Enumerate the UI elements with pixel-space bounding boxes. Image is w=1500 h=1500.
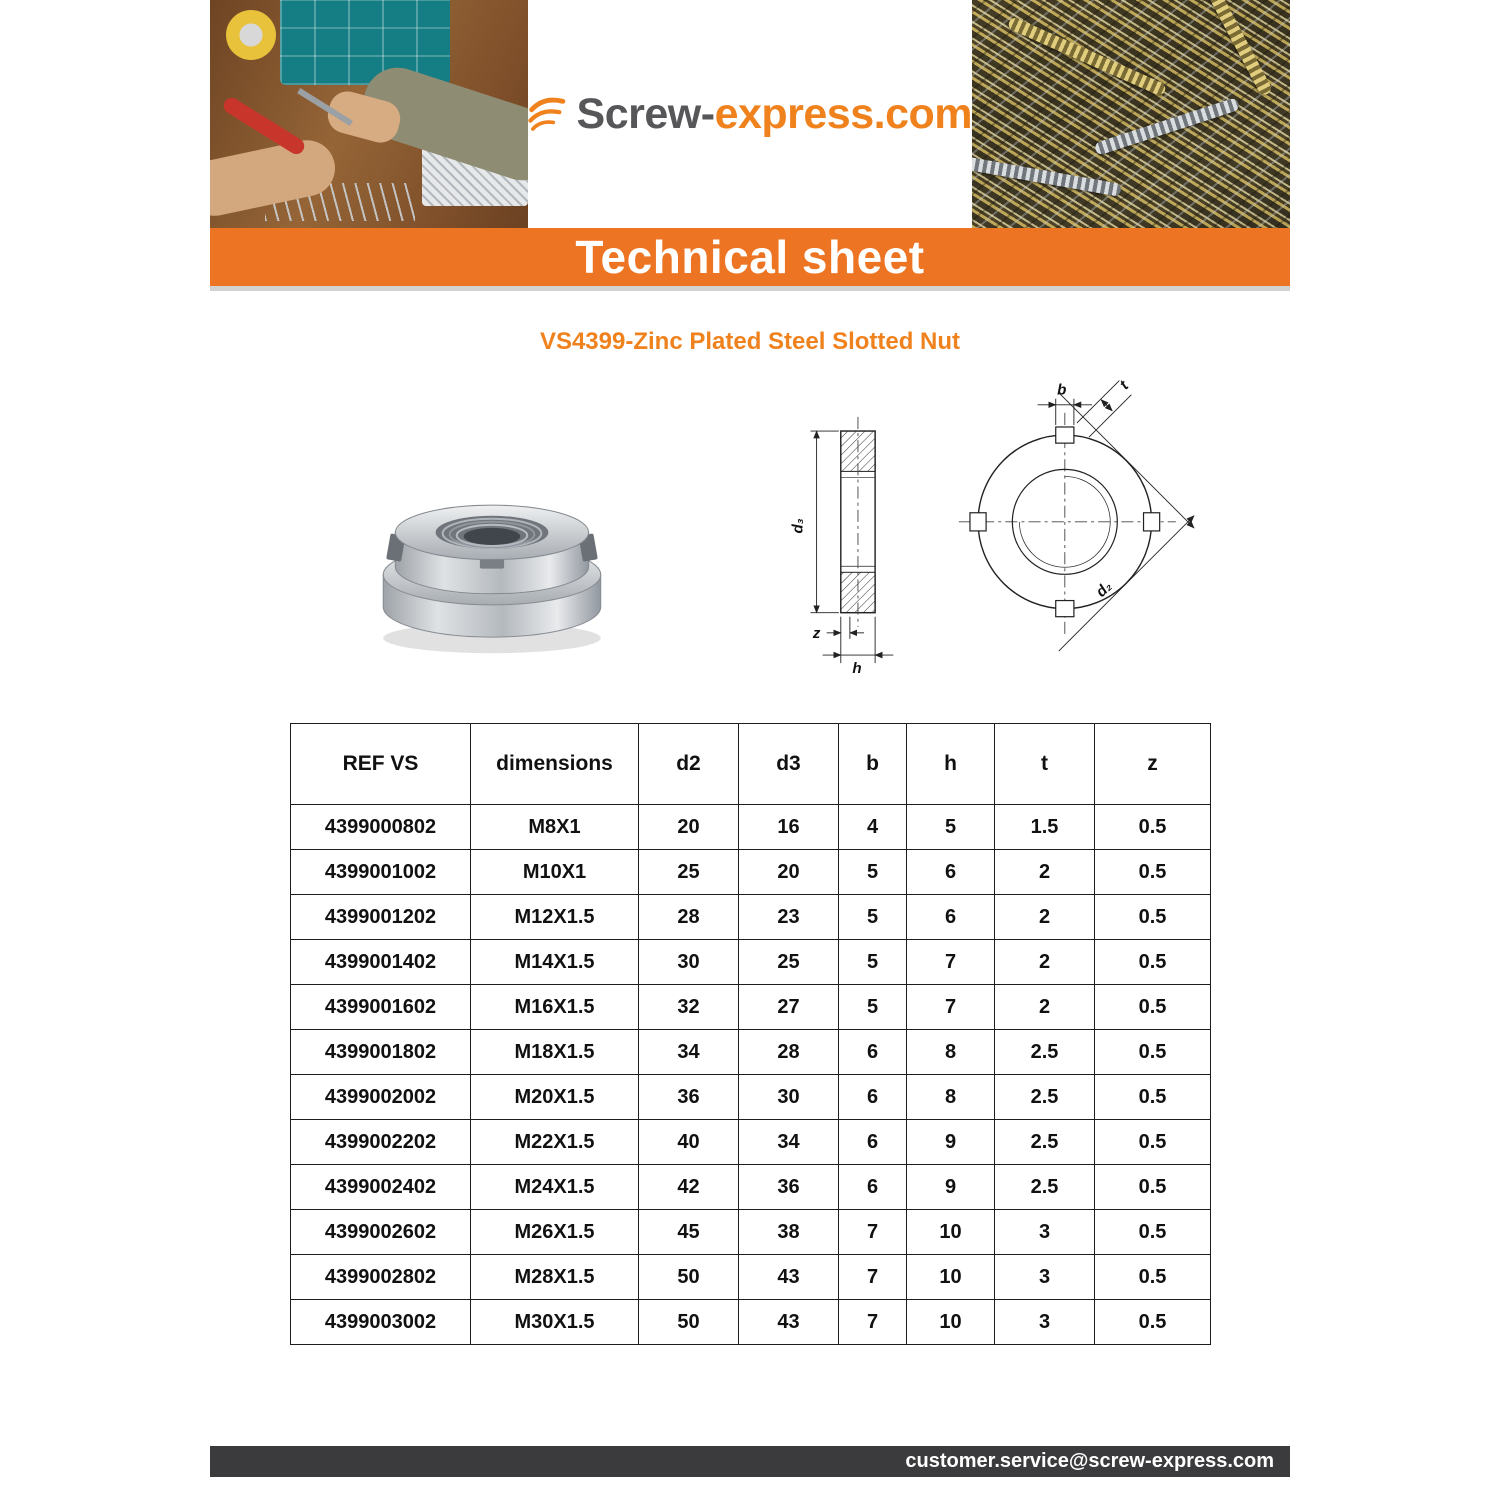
table-cell: 50: [639, 1255, 739, 1300]
table-cell: 6: [907, 895, 995, 940]
table-cell: 5: [839, 985, 907, 1030]
column-header: d2: [639, 724, 739, 805]
table-row: [291, 1165, 1211, 1210]
table-cell: 6: [839, 1075, 907, 1120]
table-cell: 4399001402: [291, 940, 471, 985]
table-cell: M16X1.5: [471, 985, 639, 1030]
table-cell: 43: [739, 1255, 839, 1300]
table-cell: 4399002602: [291, 1210, 471, 1255]
table-row: [291, 805, 1211, 850]
table-cell: 32: [639, 985, 739, 1030]
table-cell: 0.5: [1095, 1030, 1211, 1075]
table-row: [291, 940, 1211, 985]
table-cell: M20X1.5: [471, 1075, 639, 1120]
page-title: Technical sheet: [575, 231, 925, 283]
table-cell: 10: [907, 1255, 995, 1300]
table-cell: 4399001802: [291, 1030, 471, 1075]
table-cell: 7: [907, 985, 995, 1030]
table-cell: 0.5: [1095, 985, 1211, 1030]
table-cell: 28: [639, 895, 739, 940]
table-cell: 23: [739, 895, 839, 940]
table-cell: 2.5: [995, 1075, 1095, 1120]
table-cell: M26X1.5: [471, 1210, 639, 1255]
table-cell: 4399002402: [291, 1165, 471, 1210]
table-cell: 2.5: [995, 1120, 1095, 1165]
organizer-case: [280, 0, 450, 85]
table-cell: M28X1.5: [471, 1255, 639, 1300]
product-subtitle: VS4399-Zinc Plated Steel Slotted Nut: [539, 328, 961, 355]
table-cell: 30: [739, 1075, 839, 1120]
table-cell: 7: [839, 1300, 907, 1345]
table-cell: 10: [907, 1210, 995, 1255]
table-cell: 0.5: [1095, 850, 1211, 895]
table-cell: 4399001202: [291, 895, 471, 940]
table-row: [291, 895, 1211, 940]
table-cell: M10X1: [471, 850, 639, 895]
table-cell: 25: [739, 940, 839, 985]
table-row: [291, 1210, 1211, 1255]
dim-label-h: h: [852, 660, 862, 678]
table-cell: 45: [639, 1210, 739, 1255]
table-cell: 34: [739, 1120, 839, 1165]
table-cell: 25: [639, 850, 739, 895]
table-cell: M8X1: [471, 805, 639, 850]
dim-label-d2: d₂: [1092, 577, 1116, 601]
table-cell: 16: [739, 805, 839, 850]
table-cell: 4399002802: [291, 1255, 471, 1300]
dim-label-t: t: [1116, 377, 1132, 394]
logo-swoosh-icon: [528, 85, 567, 143]
slotted-nut-image: [348, 432, 640, 672]
table-cell: 0.5: [1095, 1120, 1211, 1165]
table-cell: 1.5: [995, 805, 1095, 850]
table-cell: M30X1.5: [471, 1300, 639, 1345]
column-header: b: [839, 724, 907, 805]
technical-drawing: [752, 372, 1196, 706]
column-header: z: [1095, 724, 1211, 805]
spec-table-body: [291, 805, 1211, 1345]
column-header: t: [995, 724, 1095, 805]
table-cell: 9: [907, 1120, 995, 1165]
table-cell: 20: [639, 805, 739, 850]
table-cell: 5: [907, 805, 995, 850]
table-cell: 4399002002: [291, 1075, 471, 1120]
column-header: d3: [739, 724, 839, 805]
table-row: [291, 1255, 1211, 1300]
table-cell: 5: [839, 895, 907, 940]
table-cell: 6: [839, 1030, 907, 1075]
table-cell: 27: [739, 985, 839, 1030]
column-header: h: [907, 724, 995, 805]
table-cell: 2.5: [995, 1030, 1095, 1075]
table-cell: M18X1.5: [471, 1030, 639, 1075]
column-header: REF VS: [291, 724, 471, 805]
table-row: [291, 985, 1211, 1030]
table-cell: 0.5: [1095, 895, 1211, 940]
table-cell: 4399001002: [291, 850, 471, 895]
table-cell: M14X1.5: [471, 940, 639, 985]
table-cell: 2: [995, 985, 1095, 1030]
workbench-photo: [210, 0, 528, 228]
table-cell: 0.5: [1095, 1165, 1211, 1210]
table-cell: 6: [907, 850, 995, 895]
table-cell: 38: [739, 1210, 839, 1255]
table-cell: M22X1.5: [471, 1120, 639, 1165]
table-cell: 0.5: [1095, 940, 1211, 985]
table-header-row: [291, 724, 1211, 805]
table-cell: 2: [995, 850, 1095, 895]
column-header: dimensions: [471, 724, 639, 805]
table-cell: 5: [839, 940, 907, 985]
table-cell: 0.5: [1095, 1255, 1211, 1300]
table-cell: M24X1.5: [471, 1165, 639, 1210]
table-cell: 40: [639, 1120, 739, 1165]
table-row: [291, 1030, 1211, 1075]
table-cell: 2.5: [995, 1165, 1095, 1210]
table-row: [291, 850, 1211, 895]
table-cell: 36: [739, 1165, 839, 1210]
dim-label-z: z: [812, 624, 821, 642]
brand-name-dark: Screw-: [576, 89, 715, 138]
table-cell: 3: [995, 1300, 1095, 1345]
footer-bar: [210, 1446, 1290, 1477]
table-cell: 2: [995, 940, 1095, 985]
table-cell: 4: [839, 805, 907, 850]
table-cell: 4399001602: [291, 985, 471, 1030]
dimension-drawing: [752, 372, 1196, 706]
table-cell: 7: [907, 940, 995, 985]
dim-label-b: b: [1057, 381, 1067, 399]
table-cell: 4399000802: [291, 805, 471, 850]
table-cell: 3: [995, 1255, 1095, 1300]
table-cell: 50: [639, 1300, 739, 1345]
table-cell: 4399003002: [291, 1300, 471, 1345]
product-photo: [348, 432, 640, 672]
table-cell: 36: [639, 1075, 739, 1120]
table-cell: 0.5: [1095, 1210, 1211, 1255]
table-cell: 7: [839, 1255, 907, 1300]
table-cell: 8: [907, 1030, 995, 1075]
table-cell: 43: [739, 1300, 839, 1345]
table-cell: 9: [907, 1165, 995, 1210]
table-cell: 7: [839, 1210, 907, 1255]
brand-name: [577, 90, 972, 139]
dim-label-d3: d₃: [789, 518, 807, 534]
table-row: [291, 1075, 1211, 1120]
screws-pile-photo: [972, 0, 1290, 228]
measuring-tape: [226, 10, 276, 60]
table-cell: 4399002202: [291, 1120, 471, 1165]
table-cell: 6: [839, 1165, 907, 1210]
table-cell: 0.5: [1095, 805, 1211, 850]
table-cell: 28: [739, 1030, 839, 1075]
table-cell: 2: [995, 895, 1095, 940]
table-cell: 30: [639, 940, 739, 985]
table-cell: 0.5: [1095, 1075, 1211, 1120]
spec-table: [290, 723, 1211, 1345]
table-cell: 0.5: [1095, 1300, 1211, 1345]
table-row: [291, 1120, 1211, 1165]
table-row: [291, 1300, 1211, 1345]
title-banner: [210, 228, 1290, 291]
table-cell: 34: [639, 1030, 739, 1075]
table-cell: 8: [907, 1075, 995, 1120]
table-cell: 20: [739, 850, 839, 895]
table-cell: M12X1.5: [471, 895, 639, 940]
brand-name-orange: express.com: [714, 89, 972, 138]
table-cell: 10: [907, 1300, 995, 1345]
table-cell: 42: [639, 1165, 739, 1210]
table-cell: 3: [995, 1210, 1095, 1255]
table-cell: 5: [839, 850, 907, 895]
table-cell: 6: [839, 1120, 907, 1165]
brand-logo: [528, 0, 972, 228]
contact-email: customer.service@screw-express.com: [905, 1450, 1274, 1472]
